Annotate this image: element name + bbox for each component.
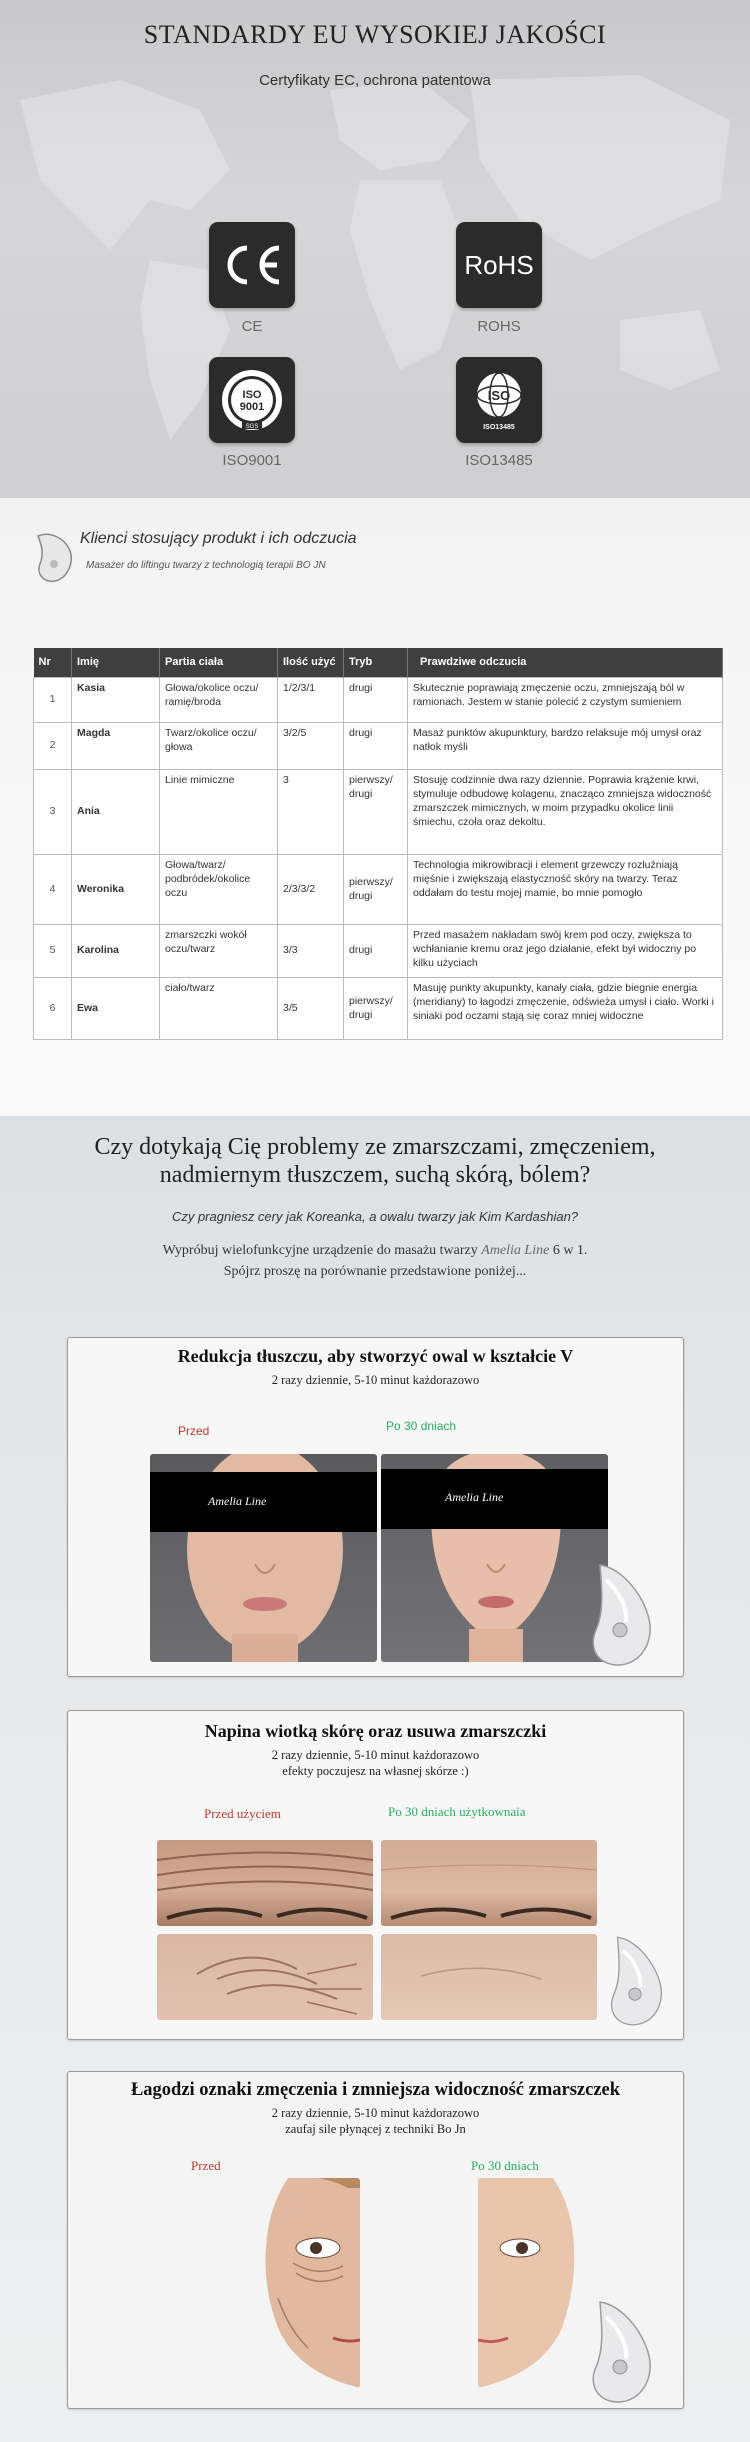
comparison-card-fatigue xyxy=(67,2071,684,2409)
card-title: Łagodzi oznaki zmęczenia i zmniejsza widoczność zmarszczek xyxy=(130,2080,621,2100)
row-nr: 4 xyxy=(34,854,72,924)
after-face-photo xyxy=(478,2178,590,2388)
eye-wrinkles-before xyxy=(157,1934,373,2020)
forehead-wrinkles-before xyxy=(157,1840,373,1926)
after-face-photo xyxy=(381,1454,608,1662)
comparison-section xyxy=(0,1116,750,2442)
try-product-text xyxy=(0,1240,750,1282)
svg-text:ISO13485: ISO13485 xyxy=(483,424,515,431)
certificates-title: STANDARDY EU WYSOKIEJ JAKOŚCI xyxy=(143,20,607,49)
row-uses: 2/3/3/2 xyxy=(278,854,344,924)
after-label: Po 30 dniach użytkownaia xyxy=(388,1804,526,1819)
before-aging-face-photo xyxy=(248,2178,360,2388)
svg-text:SGS: SGS xyxy=(245,424,259,430)
gua-sha-device-icon xyxy=(600,1931,670,2031)
brand-name: Amelia Line xyxy=(481,1243,550,1258)
row-uses: 3 xyxy=(278,769,344,854)
iso13485-label: ISO13485 xyxy=(465,452,533,469)
row-mode: pierwszy/ drugi xyxy=(344,854,408,924)
problems-question-line2: nadmiernym tłuszczem, suchą skórą, bólem? xyxy=(159,1161,591,1188)
row-uses: 1/2/3/1 xyxy=(278,677,344,722)
before-face-photo xyxy=(150,1454,377,1662)
before-forehead-photo xyxy=(157,1840,373,1926)
row-name: Magda xyxy=(72,722,160,769)
problems-question-line1: Czy dotykają Cię problemy ze zmarszczami, zmęczeniem, xyxy=(94,1134,656,1160)
face-after-smooth xyxy=(478,2178,590,2388)
world-map-background xyxy=(0,60,750,480)
row-body-part: Twarz/okolice oczu/ głowa xyxy=(160,722,278,769)
col-name: Imię xyxy=(72,648,160,677)
row-uses: 3/3 xyxy=(278,924,344,977)
row-opinion: Technologia mikrowibracji i element grzewczy rozluźniają mięśnie i zwiększają elastyczność skóry na twarzy. Teraz oddałam do testu mojej mamie, bo mnie pomogło xyxy=(408,854,723,924)
row-body-part: Głowa/okolice oczu/ ramię/broda xyxy=(160,677,278,722)
ce-badge xyxy=(209,222,295,308)
card-desc-line1: 2 razy dziennie, 5-10 minut każdorazowo xyxy=(271,2106,480,2120)
row-mode: drugi xyxy=(344,722,408,769)
row-opinion: Przed masażem nakładam swój krem pod oczy, zwiększa to wchłanianie kremu oraz jego działanie, efekt był widoczny po kilku użyciach xyxy=(408,924,723,977)
table-row xyxy=(34,677,723,722)
row-mode: pierwszy/ drugi xyxy=(344,769,408,854)
col-body-part: Partia ciała xyxy=(160,648,278,677)
row-body-part: zmarszczki wokół oczu/twarz xyxy=(160,924,278,977)
comparison-card-wrinkles xyxy=(67,1710,684,2040)
table-row xyxy=(34,977,723,1039)
iso9001-label: ISO9001 xyxy=(222,452,282,469)
row-opinion: Skutecznie poprawiają zmęczenie oczu, zmniejszają ból w ramionach. Jestem w stanie polecić z czystym sumieniem xyxy=(408,677,723,722)
after-label: Po 30 dniach xyxy=(386,1419,457,1433)
gua-sha-device-icon xyxy=(580,1560,660,1670)
before-label: Przed xyxy=(178,1424,210,1438)
testimonials-table xyxy=(33,648,723,1040)
row-body-part: Linie mimiczne xyxy=(160,769,278,854)
iso9001-badge xyxy=(209,357,295,443)
rohs-icon: RoHS xyxy=(464,249,534,280)
row-mode: drugi xyxy=(344,677,408,722)
testimonials-title: Klienci stosujący produkt i ich odczucia xyxy=(80,530,357,547)
rohs-badge xyxy=(456,222,542,308)
try-suffix: 6 w 1. xyxy=(552,1243,588,1258)
row-name: Karolina xyxy=(72,924,160,977)
comparison-card-vshape xyxy=(67,1337,684,1677)
problems-question xyxy=(0,1134,750,1189)
table-row xyxy=(34,924,723,977)
table-row xyxy=(34,769,723,854)
aging-face-before xyxy=(248,2178,360,2388)
table-row xyxy=(34,854,723,924)
card-desc: 2 razy dziennie, 5-10 minut każdorazowo xyxy=(271,1373,480,1387)
rohs-label: ROHS xyxy=(477,318,521,335)
table-row xyxy=(34,722,723,769)
after-eye-photo xyxy=(381,1934,597,2020)
korean-question: Czy pragniesz cery jak Koreanka, a owalu twarzy jak Kim Kardashian? xyxy=(171,1209,579,1224)
iso13485-badge xyxy=(456,357,542,443)
col-nr: Nr xyxy=(34,648,72,677)
gua-sha-icon xyxy=(30,526,80,586)
row-opinion: Stosuję codzinnie dwa razy dziennie. Poprawia krążenie krwi, stymuluje odbudowę kolagenu, znacząco zmniejsza widoczność zmarszczek mimicznych, w moim przypadku okolice linii śmiechu, czoła oraz dekoltu. xyxy=(408,769,723,854)
face-after-illustration xyxy=(381,1454,608,1662)
svg-text:ISO: ISO xyxy=(242,389,262,401)
iso13485-icon xyxy=(464,365,534,435)
certificates-section xyxy=(0,0,750,498)
eye-smooth-after xyxy=(381,1934,597,2020)
certificates-subtitle: Certyfikaty EC, ochrona patentowa xyxy=(259,72,491,89)
col-opinion: Prawdziwe odczucia xyxy=(408,648,723,677)
before-label: Przed xyxy=(191,2158,221,2173)
row-nr: 6 xyxy=(34,977,72,1039)
iso9001-icon xyxy=(217,365,287,435)
look-comparison-text: Spójrz proszę na porównanie przedstawione poniżej... xyxy=(223,1264,527,1279)
row-nr: 3 xyxy=(34,769,72,854)
gua-sha-device-icon xyxy=(580,2297,660,2407)
testimonials-subtitle: Masażer do liftingu twarzy z technologią terapii BO JN xyxy=(86,560,326,571)
ce-label: CE xyxy=(241,318,263,335)
brand-overlay: Amelia Line xyxy=(445,1490,504,1504)
after-label: Po 30 dniach xyxy=(471,2158,539,2173)
row-name: Ania xyxy=(72,769,160,854)
testimonials-section xyxy=(0,498,750,1116)
forehead-smooth-after xyxy=(381,1840,597,1926)
try-prefix: Wypróbuj wielofunkcyjne urządzenie do masażu twarzy xyxy=(162,1243,478,1258)
row-name: Ewa xyxy=(72,977,160,1039)
row-nr: 1 xyxy=(34,677,72,722)
row-name: Kasia xyxy=(72,677,160,722)
brand-overlay: Amelia Line xyxy=(208,1494,267,1508)
row-body-part: Głowa/twarz/ podbródek/okolice oczu xyxy=(160,854,278,924)
ce-mark-icon xyxy=(217,240,287,290)
card-desc-line2: efekty poczujesz na własnej skórze :) xyxy=(282,1764,469,1779)
card-title: Redukcja tłuszczu, aby stworzyć owal w kształcie V xyxy=(177,1346,574,1366)
row-opinion: Masaż punktów akupunktury, bardzo relaksuje mój umysł oraz natłok myśli xyxy=(408,722,723,769)
before-eye-photo xyxy=(157,1934,373,2020)
row-uses: 3/5 xyxy=(278,977,344,1039)
table-header-row xyxy=(34,648,723,677)
col-mode: Tryb xyxy=(344,648,408,677)
row-name: Weronika xyxy=(72,854,160,924)
before-label: Przed użyciem xyxy=(204,1806,281,1821)
row-mode: drugi xyxy=(344,924,408,977)
row-mode: pierwszy/ drugi xyxy=(344,977,408,1039)
col-uses: Ilość użyć xyxy=(278,648,344,677)
row-nr: 2 xyxy=(34,722,72,769)
card-title: Napina wiotką skórę oraz usuwa zmarszczki xyxy=(204,1721,547,1741)
row-body-part: ciało/twarz xyxy=(160,977,278,1039)
row-nr: 5 xyxy=(34,924,72,977)
card-desc-line2: zaufaj sile płynącej z techniki Bo Jn xyxy=(285,2122,466,2137)
face-before-illustration xyxy=(150,1454,377,1662)
after-forehead-photo xyxy=(381,1840,597,1926)
svg-text:9001: 9001 xyxy=(239,401,265,413)
row-uses: 3/2/5 xyxy=(278,722,344,769)
row-opinion: Masuję punkty akupunkty, kanały ciała, gdzie biegnie energia (meridiany) to łagodzi zmęczenie, odświeża umysł i ciało. Worki i siniaki pod oczami stają się coraz mniej widoczne xyxy=(408,977,723,1039)
card-desc-line1: 2 razy dziennie, 5-10 minut każdorazowo xyxy=(271,1748,480,1762)
svg-text:ISO: ISO xyxy=(487,388,511,403)
